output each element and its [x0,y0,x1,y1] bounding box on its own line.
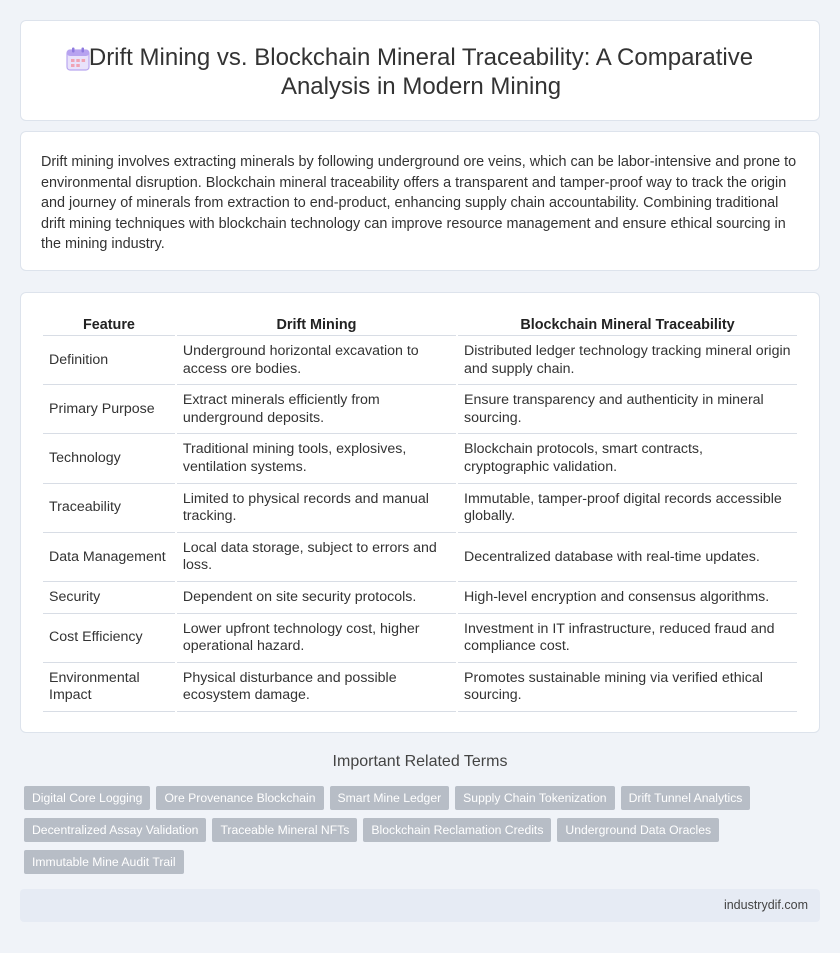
row-drift-value: Physical disturbance and possible ecosystem damage. [177,663,456,712]
row-feature: Cost Efficiency [43,614,175,663]
row-drift-value: Local data storage, subject to errors and loss. [177,533,456,582]
row-blockchain-value: High-level encryption and consensus algorithms. [458,582,797,614]
table-row [43,533,797,582]
table-header-row [43,313,797,336]
row-blockchain-value: Promotes sustainable mining via verified ethical sourcing. [458,663,797,712]
row-blockchain-value: Decentralized database with real-time updates. [458,533,797,582]
table-row [43,434,797,483]
related-terms-title: Important Related Terms [332,753,508,770]
row-drift-value: Underground horizontal excavation to access ore bodies. [177,336,456,385]
row-feature: Environmental Impact [43,663,175,712]
row-feature: Traceability [43,484,175,533]
related-term-tag[interactable]: Underground Data Oracles [557,818,719,842]
row-feature: Technology [43,434,175,483]
row-feature: Definition [43,336,175,385]
table-row [43,582,797,614]
table-row [43,484,797,533]
column-header-drift-mining: Drift Mining [177,313,456,336]
related-term-tag[interactable]: Traceable Mineral NFTs [212,818,357,842]
row-drift-value: Lower upfront technology cost, higher operational hazard. [177,614,456,663]
row-blockchain-value: Distributed ledger technology tracking mineral origin and supply chain. [458,336,797,385]
related-term-tag[interactable]: Decentralized Assay Validation [24,818,206,842]
related-term-tag[interactable]: Smart Mine Ledger [330,786,450,810]
comparison-table [41,313,799,712]
row-drift-value: Limited to physical records and manual tracking. [177,484,456,533]
row-blockchain-value: Investment in IT infrastructure, reduced fraud and compliance cost. [458,614,797,663]
comparison-table-card [20,292,820,733]
related-term-tag[interactable]: Ore Provenance Blockchain [156,786,323,810]
related-term-tag[interactable]: Blockchain Reclamation Credits [363,818,551,842]
footer-site-link[interactable]: industrydif.com [723,898,808,912]
related-term-tag[interactable]: Drift Tunnel Analytics [621,786,751,810]
row-feature: Data Management [43,533,175,582]
row-drift-value: Dependent on site security protocols. [177,582,456,614]
row-blockchain-value: Ensure transparency and authenticity in mineral sourcing. [458,385,797,434]
table-row [43,663,797,712]
related-terms-list [24,786,814,874]
row-drift-value: Extract minerals efficiently from underground deposits. [177,385,456,434]
header-card [20,20,820,121]
table-row [43,614,797,663]
intro-card [20,131,820,271]
page-title: Drift Mining vs. Blockchain Mineral Traceability: A Comparative Analysis in Modern Mining [88,43,754,100]
row-blockchain-value: Immutable, tamper-proof digital records accessible globally. [458,484,797,533]
intro-text: Drift mining involves extracting minerals by following underground ore veins, which can be labor-intensive and prone to environmental disruption. Blockchain mineral traceability offers a transparent and tamper-proof way to track the origin and journey of minerals from extraction to end-product, enhancing supply chain accountability. Combining traditional drift mining techniques with blockchain technology can improve resource management and ensure ethical sourcing in the mining industry. [41,154,797,253]
related-term-tag[interactable]: Supply Chain Tokenization [455,786,614,810]
column-header-blockchain: Blockchain Mineral Traceability [458,313,797,336]
table-row [43,336,797,385]
row-drift-value: Traditional mining tools, explosives, ventilation systems. [177,434,456,483]
table-row [43,385,797,434]
column-header-feature: Feature [43,313,175,336]
row-feature: Primary Purpose [43,385,175,434]
row-blockchain-value: Blockchain protocols, smart contracts, cryptographic validation. [458,434,797,483]
related-term-tag[interactable]: Digital Core Logging [24,786,150,810]
row-feature: Security [43,582,175,614]
related-term-tag[interactable]: Immutable Mine Audit Trail [24,850,184,874]
footer [20,889,820,922]
